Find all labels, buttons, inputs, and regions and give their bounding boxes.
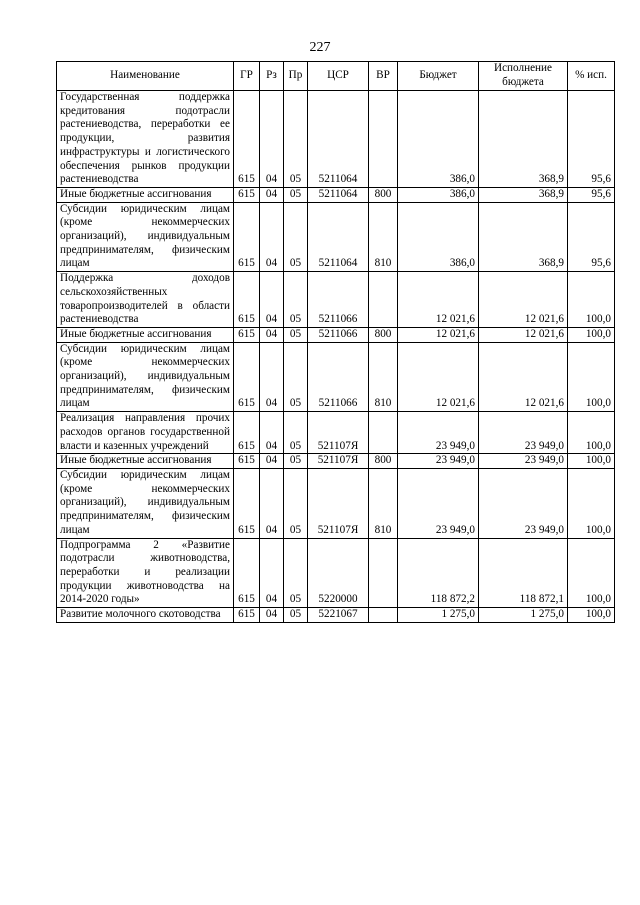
cell-name: Подпрограмма 2 «Развитие подотрасли животноводства, переработки и реализации продукции животноводства на 2014-2020 годы»: [57, 538, 234, 608]
cell-gr: 615: [234, 91, 260, 188]
table-row: [57, 187, 615, 202]
header-name: Наименование: [57, 62, 234, 91]
cell-gr: 615: [234, 342, 260, 412]
cell-name: Развитие молочного скотоводства: [57, 608, 234, 623]
cell-budget: 386,0: [398, 91, 479, 188]
cell-gr: 615: [234, 538, 260, 608]
cell-execution: 23 949,0: [479, 468, 568, 538]
cell-name: Субсидии юридическим лицам (кроме некоммерческих организаций), индивидуальным предпринимателям, физическим лицам: [57, 342, 234, 412]
cell-name: Иные бюджетные ассигнования: [57, 187, 234, 202]
cell-vr: 810: [369, 468, 398, 538]
cell-pct: 100,0: [568, 272, 615, 328]
cell-gr: 615: [234, 454, 260, 469]
cell-vr: [369, 608, 398, 623]
cell-pct: 100,0: [568, 412, 615, 454]
cell-pr: 05: [284, 272, 308, 328]
header-pr: Пр: [284, 62, 308, 91]
cell-budget: 12 021,6: [398, 272, 479, 328]
cell-pr: 05: [284, 342, 308, 412]
cell-rz: 04: [260, 342, 284, 412]
cell-gr: 615: [234, 202, 260, 272]
cell-budget: 12 021,6: [398, 327, 479, 342]
cell-name: Реализация направления прочих расходов органов государственной власти и казенных учреждений: [57, 412, 234, 454]
table-row: [57, 538, 615, 608]
cell-execution: 368,9: [479, 187, 568, 202]
cell-pr: 05: [284, 202, 308, 272]
header-pct: % исп.: [568, 62, 615, 91]
cell-budget: 118 872,2: [398, 538, 479, 608]
cell-execution: 12 021,6: [479, 327, 568, 342]
header-csr: ЦСР: [308, 62, 369, 91]
cell-budget: 23 949,0: [398, 454, 479, 469]
cell-pct: 100,0: [568, 327, 615, 342]
table-row: [57, 412, 615, 454]
table-row: [57, 468, 615, 538]
cell-gr: 615: [234, 412, 260, 454]
cell-vr: [369, 91, 398, 188]
cell-budget: 12 021,6: [398, 342, 479, 412]
cell-pr: 05: [284, 187, 308, 202]
cell-pr: 05: [284, 608, 308, 623]
cell-csr: 5211064: [308, 187, 369, 202]
table-row: [57, 608, 615, 623]
header-budget: Бюджет: [398, 62, 479, 91]
cell-vr: [369, 538, 398, 608]
cell-pct: 100,0: [568, 454, 615, 469]
cell-vr: 800: [369, 187, 398, 202]
cell-vr: 800: [369, 454, 398, 469]
page-number: 227: [309, 40, 331, 55]
cell-execution: 23 949,0: [479, 454, 568, 469]
cell-vr: 800: [369, 327, 398, 342]
cell-rz: 04: [260, 608, 284, 623]
cell-rz: 04: [260, 454, 284, 469]
cell-name: Иные бюджетные ассигнования: [57, 327, 234, 342]
cell-csr: 521107Я: [308, 412, 369, 454]
cell-budget: 23 949,0: [398, 468, 479, 538]
cell-vr: [369, 412, 398, 454]
table-row: [57, 327, 615, 342]
table-row: [57, 202, 615, 272]
cell-pr: 05: [284, 468, 308, 538]
cell-pct: 95,6: [568, 202, 615, 272]
cell-pr: 05: [284, 91, 308, 188]
cell-rz: 04: [260, 538, 284, 608]
cell-pr: 05: [284, 454, 308, 469]
cell-rz: 04: [260, 412, 284, 454]
table-row: [57, 342, 615, 412]
cell-rz: 04: [260, 187, 284, 202]
table-row: [57, 454, 615, 469]
cell-execution: 118 872,1: [479, 538, 568, 608]
table-header-row: [57, 62, 615, 91]
cell-execution: 368,9: [479, 91, 568, 188]
budget-table: [56, 61, 615, 623]
cell-rz: 04: [260, 272, 284, 328]
cell-rz: 04: [260, 468, 284, 538]
cell-pct: 100,0: [568, 608, 615, 623]
cell-pr: 05: [284, 538, 308, 608]
cell-gr: 615: [234, 608, 260, 623]
header-gr: ГР: [234, 62, 260, 91]
cell-pct: 100,0: [568, 468, 615, 538]
cell-csr: 5211064: [308, 202, 369, 272]
cell-execution: 1 275,0: [479, 608, 568, 623]
cell-rz: 04: [260, 327, 284, 342]
table-row: [57, 91, 615, 188]
cell-budget: 386,0: [398, 202, 479, 272]
cell-name: Субсидии юридическим лицам (кроме некоммерческих организаций), индивидуальным предпринимателям, физическим лицам: [57, 202, 234, 272]
cell-vr: 810: [369, 202, 398, 272]
header-rz: Рз: [260, 62, 284, 91]
cell-execution: 12 021,6: [479, 342, 568, 412]
cell-name: Государственная поддержка кредитования подотрасли растениеводства, переработки ее продукции, развития инфраструктуры и логистического обеспечения рынков продукции растениеводства: [57, 91, 234, 188]
cell-csr: 5211066: [308, 342, 369, 412]
cell-csr: 521107Я: [308, 454, 369, 469]
cell-csr: 5221067: [308, 608, 369, 623]
cell-vr: [369, 272, 398, 328]
cell-vr: 810: [369, 342, 398, 412]
cell-csr: 5211064: [308, 91, 369, 188]
cell-budget: 23 949,0: [398, 412, 479, 454]
cell-budget: 1 275,0: [398, 608, 479, 623]
cell-csr: 5211066: [308, 272, 369, 328]
cell-gr: 615: [234, 468, 260, 538]
cell-pct: 100,0: [568, 342, 615, 412]
cell-name: Поддержка доходов сельскохозяйственных товаропроизводителей в области растениеводства: [57, 272, 234, 328]
cell-pct: 95,6: [568, 91, 615, 188]
cell-rz: 04: [260, 91, 284, 188]
header-execution: Исполнение бюджета: [479, 62, 568, 91]
cell-name: Субсидии юридическим лицам (кроме некоммерческих организаций), индивидуальным предпринимателям, физическим лицам: [57, 468, 234, 538]
cell-gr: 615: [234, 187, 260, 202]
cell-csr: 5211066: [308, 327, 369, 342]
cell-budget: 386,0: [398, 187, 479, 202]
cell-execution: 368,9: [479, 202, 568, 272]
cell-pct: 95,6: [568, 187, 615, 202]
cell-name: Иные бюджетные ассигнования: [57, 454, 234, 469]
cell-execution: 23 949,0: [479, 412, 568, 454]
table-row: [57, 272, 615, 328]
cell-gr: 615: [234, 327, 260, 342]
cell-pr: 05: [284, 412, 308, 454]
cell-pct: 100,0: [568, 538, 615, 608]
cell-csr: 521107Я: [308, 468, 369, 538]
cell-execution: 12 021,6: [479, 272, 568, 328]
header-vr: ВР: [369, 62, 398, 91]
cell-pr: 05: [284, 327, 308, 342]
cell-gr: 615: [234, 272, 260, 328]
cell-rz: 04: [260, 202, 284, 272]
cell-csr: 5220000: [308, 538, 369, 608]
